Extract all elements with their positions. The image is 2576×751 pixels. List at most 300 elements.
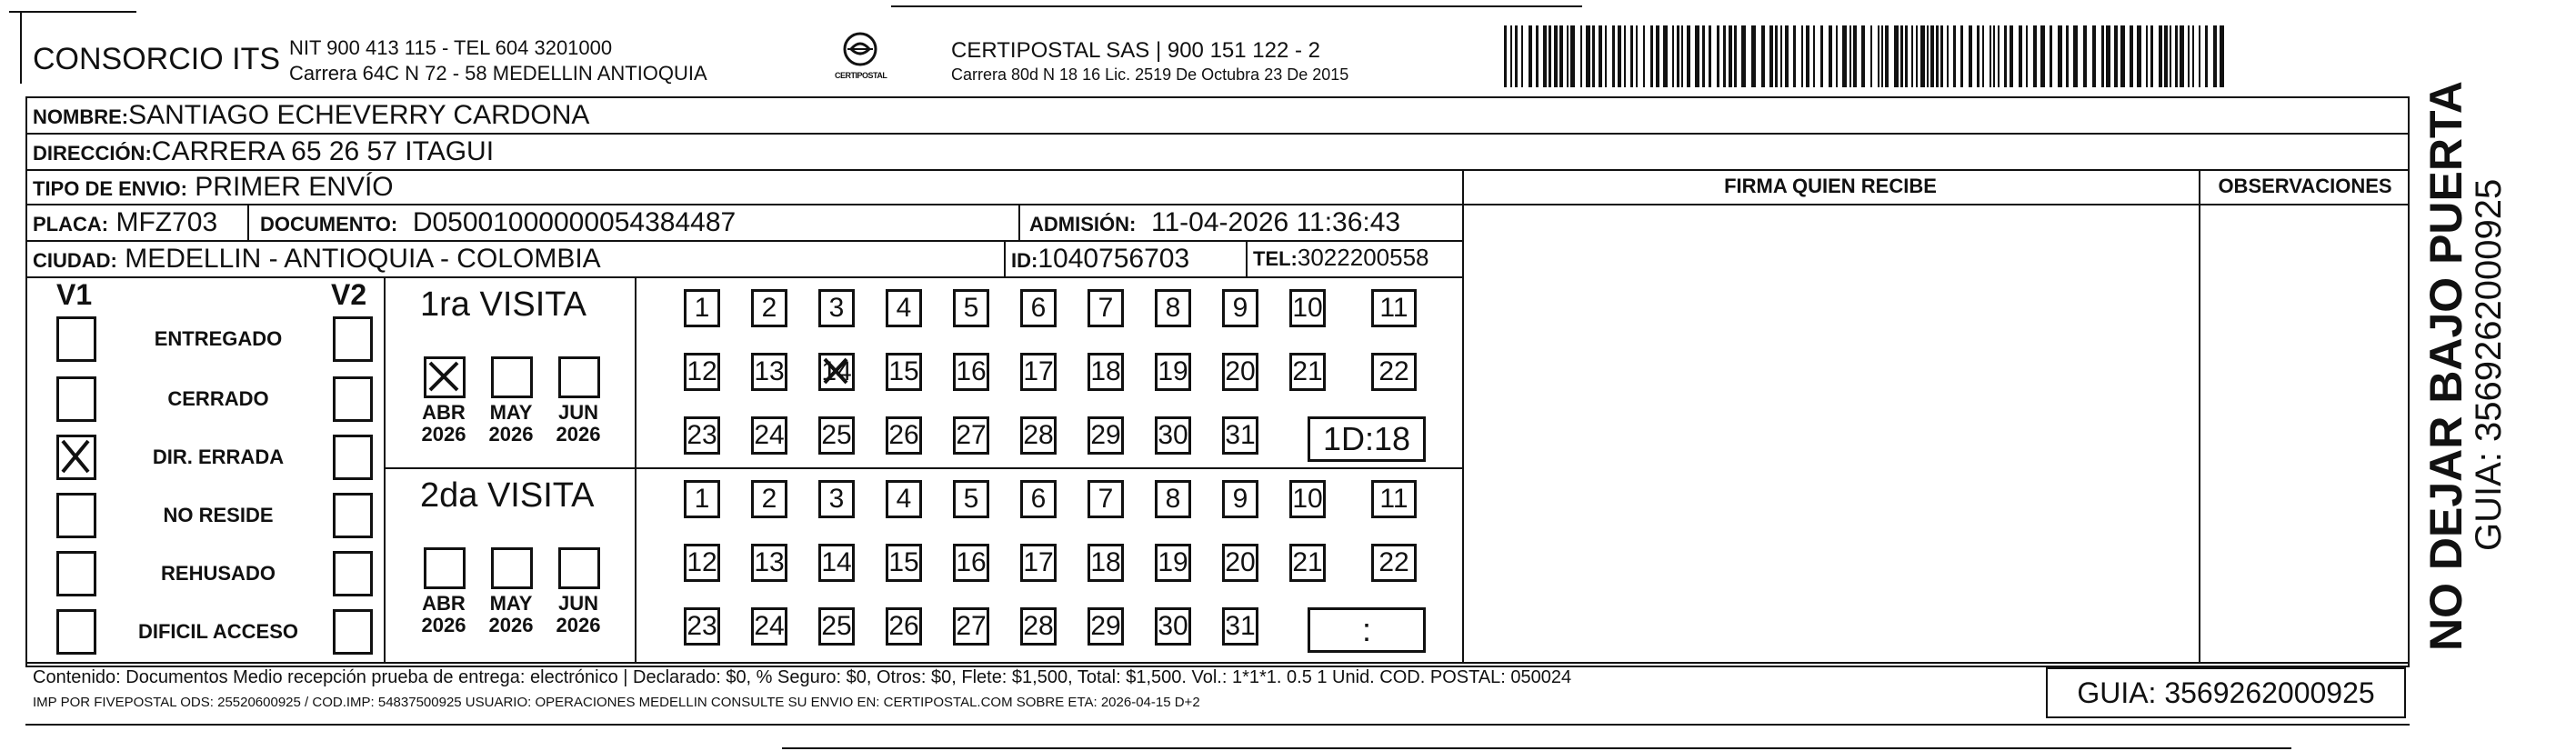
barcode-bar [2040, 25, 2045, 87]
x-mark-icon [821, 355, 852, 388]
barcode-bar [1709, 25, 1711, 87]
day-number: 14 [821, 547, 852, 577]
barcode-bar [1650, 25, 1653, 87]
day-number: 10 [1292, 484, 1323, 514]
barcode-bar [1605, 25, 1607, 87]
col-rule [635, 276, 636, 662]
x-mark-icon [426, 359, 463, 396]
barcode-bar [1878, 25, 1879, 87]
barcode-bar [1510, 25, 1512, 87]
barcode-bar [2180, 25, 2184, 87]
day-number: 1 [694, 484, 710, 514]
month-year: 2026 [556, 423, 601, 446]
day-box[interactable] [1155, 544, 1191, 582]
barcode-bar [2073, 25, 2078, 87]
day-box[interactable] [1371, 480, 1417, 518]
day-number: 15 [888, 356, 919, 386]
day-box[interactable] [1020, 480, 1057, 518]
bottom-rule [782, 747, 2291, 749]
month-year: 2026 [556, 614, 601, 636]
day-box[interactable] [751, 480, 787, 518]
barcode-bar [1586, 25, 1590, 87]
barcode-bar [1820, 25, 1823, 87]
day-box[interactable] [1222, 544, 1258, 582]
barcode-bar [1870, 25, 1872, 87]
day-box[interactable] [1222, 607, 1258, 646]
day-box[interactable] [953, 544, 989, 582]
month-name: ABR [422, 592, 466, 615]
day-box[interactable] [751, 289, 787, 327]
col-rule [247, 204, 249, 240]
month-name: ABR [422, 401, 466, 424]
status-option-label: ENTREGADO [154, 327, 283, 350]
barcode-bar [1580, 25, 1582, 87]
barcode-bar [2120, 25, 2125, 87]
day-box[interactable] [1155, 353, 1191, 391]
barcode-bar [1549, 25, 1551, 87]
day-number: 19 [1158, 547, 1188, 577]
day-box[interactable] [1371, 353, 1417, 391]
day-box[interactable] [1088, 480, 1124, 518]
day-number: 24 [754, 611, 785, 641]
tel-field [1253, 244, 1429, 272]
id-key: ID: [1011, 249, 1038, 272]
row-rule [25, 276, 1462, 278]
month-name: JUN [557, 401, 598, 424]
day-box[interactable] [1222, 289, 1258, 327]
certipostal-logo [835, 31, 886, 85]
day-box[interactable] [818, 480, 855, 518]
row-rule [25, 662, 2410, 664]
visit-title: 2da VISITA [420, 476, 595, 515]
logo-caption: CERTIPOSTAL [835, 71, 887, 80]
day-box[interactable] [684, 480, 720, 518]
barcode-bar [1775, 25, 1778, 87]
day-box[interactable] [1020, 607, 1057, 646]
barcode-bar [2050, 25, 2052, 87]
barcode-bar [1969, 25, 1972, 87]
v2-header: V2 [331, 278, 367, 311]
signature-header: FIRMA QUIEN RECIBE [1724, 175, 1937, 197]
day-box[interactable] [751, 416, 787, 455]
name-field [33, 100, 589, 131]
day-box[interactable] [886, 289, 922, 327]
barcode-bar [1947, 25, 1949, 87]
day-number: 23 [687, 420, 717, 450]
day-number: 2 [761, 293, 777, 323]
barcode-bar [1885, 25, 1889, 87]
day-box[interactable] [684, 353, 720, 391]
day-box[interactable] [953, 607, 989, 646]
barcode-bar [2033, 25, 2037, 87]
day-number: 18 [1090, 547, 1121, 577]
barcode-bar [1504, 25, 1507, 87]
day-box[interactable] [1020, 544, 1057, 582]
day-box[interactable] [1020, 353, 1057, 391]
month-label [415, 402, 473, 446]
day-box[interactable] [1289, 289, 1326, 327]
guide-box-text: GUIA: 3569262000925 [2077, 676, 2375, 709]
print-line: IMP POR FIVEPOSTAL ODS: 25520600925 / COD.IMP: 54837500925 USUARIO: OPERACIONES MEDELLIN CONSULTE SU ENVIO EN: CERTIPOSTAL.COM SOBRE ETA: 2026-04-15 D+2 [33, 695, 1200, 710]
admission-key: ADMISIÓN: [1029, 213, 1137, 235]
barcode-bar [1672, 25, 1674, 87]
barcode-bar [1599, 25, 1602, 87]
barcode-bar [2083, 25, 2087, 87]
barcode-bar [1836, 25, 1838, 87]
document-field [260, 207, 736, 238]
barcode-bar [2019, 25, 2022, 87]
month-year: 2026 [421, 423, 466, 446]
day-number: 2 [761, 484, 777, 514]
month-name: MAY [489, 401, 533, 424]
barcode-bar [1554, 25, 1558, 87]
day-number: 12 [687, 356, 717, 386]
time-box[interactable] [1308, 607, 1426, 653]
observations-area[interactable] [2202, 207, 2408, 660]
city-key: CIUDAD: [33, 249, 117, 272]
barcode-bar [1998, 25, 2000, 87]
day-box[interactable] [886, 480, 922, 518]
col-rule [1018, 204, 1020, 240]
barcode-bar [1559, 25, 1563, 87]
barcode-bar [1953, 25, 1956, 87]
month-checkbox[interactable] [424, 356, 466, 398]
day-number: 22 [1378, 547, 1409, 577]
day-number: 28 [1023, 420, 1054, 450]
day-number: 16 [956, 356, 987, 386]
v1-header: V1 [56, 278, 93, 311]
barcode-bar [1656, 25, 1659, 87]
v2-checkbox[interactable] [333, 316, 373, 362]
day-number: 9 [1232, 484, 1248, 514]
v2-checkbox[interactable] [333, 609, 373, 655]
day-number: 26 [888, 611, 919, 641]
day-number: 12 [687, 547, 717, 577]
day-number: 15 [888, 547, 919, 577]
v1-checkbox[interactable] [56, 376, 96, 422]
corner-line [9, 11, 136, 13]
day-box[interactable] [1371, 544, 1417, 582]
id-value: 1040756703 [1037, 244, 1190, 274]
col-rule [1246, 240, 1248, 276]
v2-checkbox[interactable] [333, 551, 373, 596]
x-mark-icon [59, 437, 94, 477]
day-box[interactable] [1371, 289, 1417, 327]
day-box[interactable] [751, 607, 787, 646]
day-box[interactable] [818, 416, 855, 455]
barcode-bar [1624, 25, 1626, 87]
day-box[interactable] [1289, 544, 1326, 582]
barcode-bar [2213, 25, 2217, 87]
barcode-bar [2150, 25, 2153, 87]
day-box[interactable] [953, 289, 989, 327]
barcode-bar [1695, 25, 1699, 87]
day-box[interactable] [886, 353, 922, 391]
day-number: 10 [1292, 293, 1323, 323]
day-box[interactable] [1155, 607, 1191, 646]
logo-icon [835, 31, 886, 71]
id-field [1011, 244, 1189, 275]
day-box[interactable] [886, 607, 922, 646]
city-field [33, 244, 601, 275]
day-number: 7 [1098, 484, 1114, 514]
day-box[interactable] [684, 607, 720, 646]
month-year: 2026 [488, 423, 534, 446]
v1-checkbox[interactable] [56, 435, 96, 480]
barcode-bar [1769, 25, 1773, 87]
barcode-bar [1681, 25, 1683, 87]
company-name: CONSORCIO ITS [33, 42, 281, 76]
barcode-bar [1702, 25, 1705, 87]
month-checkbox[interactable] [558, 356, 600, 398]
day-box[interactable] [1088, 353, 1124, 391]
bottom-rule [25, 724, 2410, 726]
day-number: 11 [1379, 293, 1408, 323]
v2-checkbox[interactable] [333, 493, 373, 538]
time-box[interactable] [1308, 416, 1426, 462]
month-label [549, 593, 607, 636]
contents-line: Contenido: Documentos Medio recepción prueba de entrega: electrónico | Declarado: $0, % Seguro: $0, Otros: $0, Flete: $1,500, Total: $1,500. Vol.: 1*1*1. 0.5 1 Unid. COD. POSTAL: 050024 [33, 667, 1572, 687]
barcode-bar [1905, 25, 1908, 87]
day-box[interactable] [1020, 416, 1057, 455]
day-number: 24 [754, 420, 785, 450]
day-number: 18 [1090, 356, 1121, 386]
day-number: 28 [1023, 611, 1054, 641]
plate-key: PLACA: [33, 213, 109, 235]
barcode-bar [1982, 25, 1984, 87]
status-option-label: CERRADO [167, 387, 269, 410]
day-number: 31 [1225, 611, 1256, 641]
barcode-bar [1618, 25, 1621, 87]
row-rule [1462, 204, 2410, 205]
day-box[interactable] [818, 544, 855, 582]
barcode-bar [2106, 25, 2110, 87]
signature-area[interactable] [1466, 207, 2197, 660]
day-box[interactable] [1289, 480, 1326, 518]
day-number: 6 [1030, 484, 1047, 514]
barcode-bar [1592, 25, 1595, 87]
carrier-line1: CERTIPOSTAL SAS | 900 151 122 - 2 [951, 38, 1320, 63]
month-year: 2026 [488, 614, 534, 636]
v1-checkbox[interactable] [56, 493, 96, 538]
top-rule [891, 5, 1582, 7]
day-box[interactable] [953, 416, 989, 455]
day-number: 13 [754, 547, 785, 577]
side-guide: GUIA: 3569262000925 [2469, 178, 2509, 551]
barcode-bar [2026, 25, 2028, 87]
day-box[interactable] [1222, 416, 1258, 455]
day-box[interactable] [1222, 480, 1258, 518]
day-box[interactable] [684, 416, 720, 455]
day-box[interactable] [1088, 416, 1124, 455]
barcode-bar [1729, 25, 1732, 87]
day-number: 26 [888, 420, 919, 450]
day-box[interactable] [1088, 607, 1124, 646]
month-checkbox[interactable] [558, 547, 600, 589]
barcode-bar [2130, 25, 2133, 87]
barcode-bar [1643, 25, 1645, 87]
day-box[interactable] [1020, 289, 1057, 327]
month-checkbox[interactable] [424, 547, 466, 589]
month-label [482, 402, 540, 446]
month-checkbox[interactable] [491, 356, 533, 398]
day-box[interactable] [1155, 416, 1191, 455]
day-box[interactable] [953, 480, 989, 518]
day-box[interactable] [818, 353, 855, 391]
day-number: 31 [1225, 420, 1256, 450]
day-box[interactable] [886, 416, 922, 455]
barcode-bar [1793, 25, 1796, 87]
barcode-bar [2066, 25, 2069, 87]
barcode-bar [1900, 25, 1903, 87]
company-line1: NIT 900 413 115 - TEL 604 3201000 [289, 36, 613, 59]
tel-key: TEL: [1253, 247, 1298, 270]
v2-checkbox[interactable] [333, 376, 373, 422]
day-number: 23 [687, 611, 717, 641]
month-label [549, 402, 607, 446]
day-number: 20 [1225, 547, 1256, 577]
address-field [33, 136, 494, 167]
barcode-bar [1960, 25, 1963, 87]
v1-checkbox[interactable] [56, 551, 96, 596]
admission-value: 11-04-2026 11:36:43 [1151, 207, 1401, 237]
barcode-bar [1993, 25, 1995, 87]
day-number: 5 [963, 293, 979, 323]
time-box-text: 1D:18 [1322, 420, 1411, 457]
barcode-bar [2220, 25, 2224, 87]
barcode-bar [1734, 25, 1737, 87]
day-box[interactable] [818, 607, 855, 646]
barcode-bar [2164, 25, 2168, 87]
day-number: 25 [821, 420, 852, 450]
barcode-bar [1567, 25, 1569, 87]
observations-header: OBSERVACIONES [2218, 175, 2392, 197]
barcode-bar [1936, 25, 1939, 87]
row-rule [384, 467, 1462, 469]
day-number: 19 [1158, 356, 1188, 386]
day-box[interactable] [1155, 289, 1191, 327]
status-option-label: REHUSADO [161, 562, 276, 585]
barcode [1502, 25, 2230, 91]
barcode-bar [2101, 25, 2104, 87]
day-number: 27 [956, 611, 987, 641]
day-number: 3 [828, 293, 845, 323]
time-box-text: : [1361, 611, 1371, 648]
barcode-bar [1677, 25, 1679, 87]
barcode-bar [1780, 25, 1782, 87]
day-box[interactable] [1289, 353, 1326, 391]
status-option-label: DIFICIL ACCESO [137, 620, 298, 643]
day-box[interactable] [818, 289, 855, 327]
col-rule [1004, 240, 1006, 276]
day-number: 27 [956, 420, 987, 450]
address-key: DIRECCIÓN: [33, 142, 152, 165]
month-checkbox[interactable] [491, 547, 533, 589]
v1-checkbox[interactable] [56, 316, 96, 362]
barcode-bar [1813, 25, 1815, 87]
barcode-bar [2137, 25, 2141, 87]
visit-title: 1ra VISITA [420, 285, 587, 324]
barcode-bar [1630, 25, 1633, 87]
day-box[interactable] [886, 544, 922, 582]
name-key: NOMBRE: [33, 105, 129, 128]
day-number: 20 [1225, 356, 1256, 386]
row-rule [25, 133, 2410, 135]
day-number: 29 [1090, 611, 1121, 641]
col-rule [384, 276, 386, 662]
barcode-bar [1806, 25, 1809, 87]
day-number: 25 [821, 611, 852, 641]
city-value: MEDELLIN - ANTIOQUIA - COLOMBIA [125, 244, 601, 274]
barcode-bar [1927, 25, 1929, 87]
day-number: 5 [963, 484, 979, 514]
barcode-bar [1536, 25, 1539, 87]
name-value: SANTIAGO ECHEVERRY CARDONA [128, 100, 590, 130]
barcode-bar [1515, 25, 1518, 87]
barcode-bar [1751, 25, 1756, 87]
barcode-bar [1529, 25, 1532, 87]
barcode-bar [1916, 25, 1918, 87]
day-number: 1 [694, 293, 710, 323]
day-number: 21 [1292, 356, 1323, 386]
month-year: 2026 [421, 614, 466, 636]
company-line2: Carrera 64C N 72 - 58 MEDELLIN ANTIOQUIA [289, 62, 707, 85]
day-box[interactable] [684, 544, 720, 582]
plate-field [33, 207, 217, 238]
barcode-bar [1881, 25, 1883, 87]
day-box[interactable] [953, 353, 989, 391]
barcode-bar [1785, 25, 1789, 87]
status-option-label: DIR. ERRADA [152, 446, 285, 468]
barcode-bar [1612, 25, 1615, 87]
day-number: 17 [1023, 356, 1054, 386]
barcode-bar [1920, 25, 1925, 87]
barcode-bar [2175, 25, 2178, 87]
barcode-bar [2159, 25, 2162, 87]
barcode-bar [2205, 25, 2208, 87]
barcode-bar [2010, 25, 2013, 87]
day-number: 4 [896, 484, 912, 514]
day-number: 3 [828, 484, 845, 514]
day-box[interactable] [751, 353, 787, 391]
side-warning: NO DEJAR BAJO PUERTA [2421, 81, 2471, 651]
barcode-bar [1842, 25, 1847, 87]
barcode-bar [1723, 25, 1726, 87]
v1-checkbox[interactable] [56, 609, 96, 655]
barcode-bar [1570, 25, 1575, 87]
day-box[interactable] [1088, 544, 1124, 582]
row-rule [25, 169, 2410, 171]
v2-checkbox[interactable] [333, 435, 373, 480]
barcode-bar [1990, 25, 1991, 87]
day-box[interactable] [1155, 480, 1191, 518]
month-label [482, 593, 540, 636]
day-number: 30 [1158, 420, 1188, 450]
day-number: 7 [1098, 293, 1114, 323]
day-box[interactable] [684, 289, 720, 327]
day-box[interactable] [751, 544, 787, 582]
barcode-bar [1741, 25, 1746, 87]
barcode-bar [2004, 25, 2007, 87]
day-number: 6 [1030, 293, 1047, 323]
ship-type-field [33, 172, 394, 203]
barcode-bar [1687, 25, 1690, 87]
day-box[interactable] [1088, 289, 1124, 327]
day-number: 17 [1023, 547, 1054, 577]
barcode-bar [2170, 25, 2171, 87]
day-box[interactable] [1222, 353, 1258, 391]
day-number: 8 [1165, 484, 1181, 514]
